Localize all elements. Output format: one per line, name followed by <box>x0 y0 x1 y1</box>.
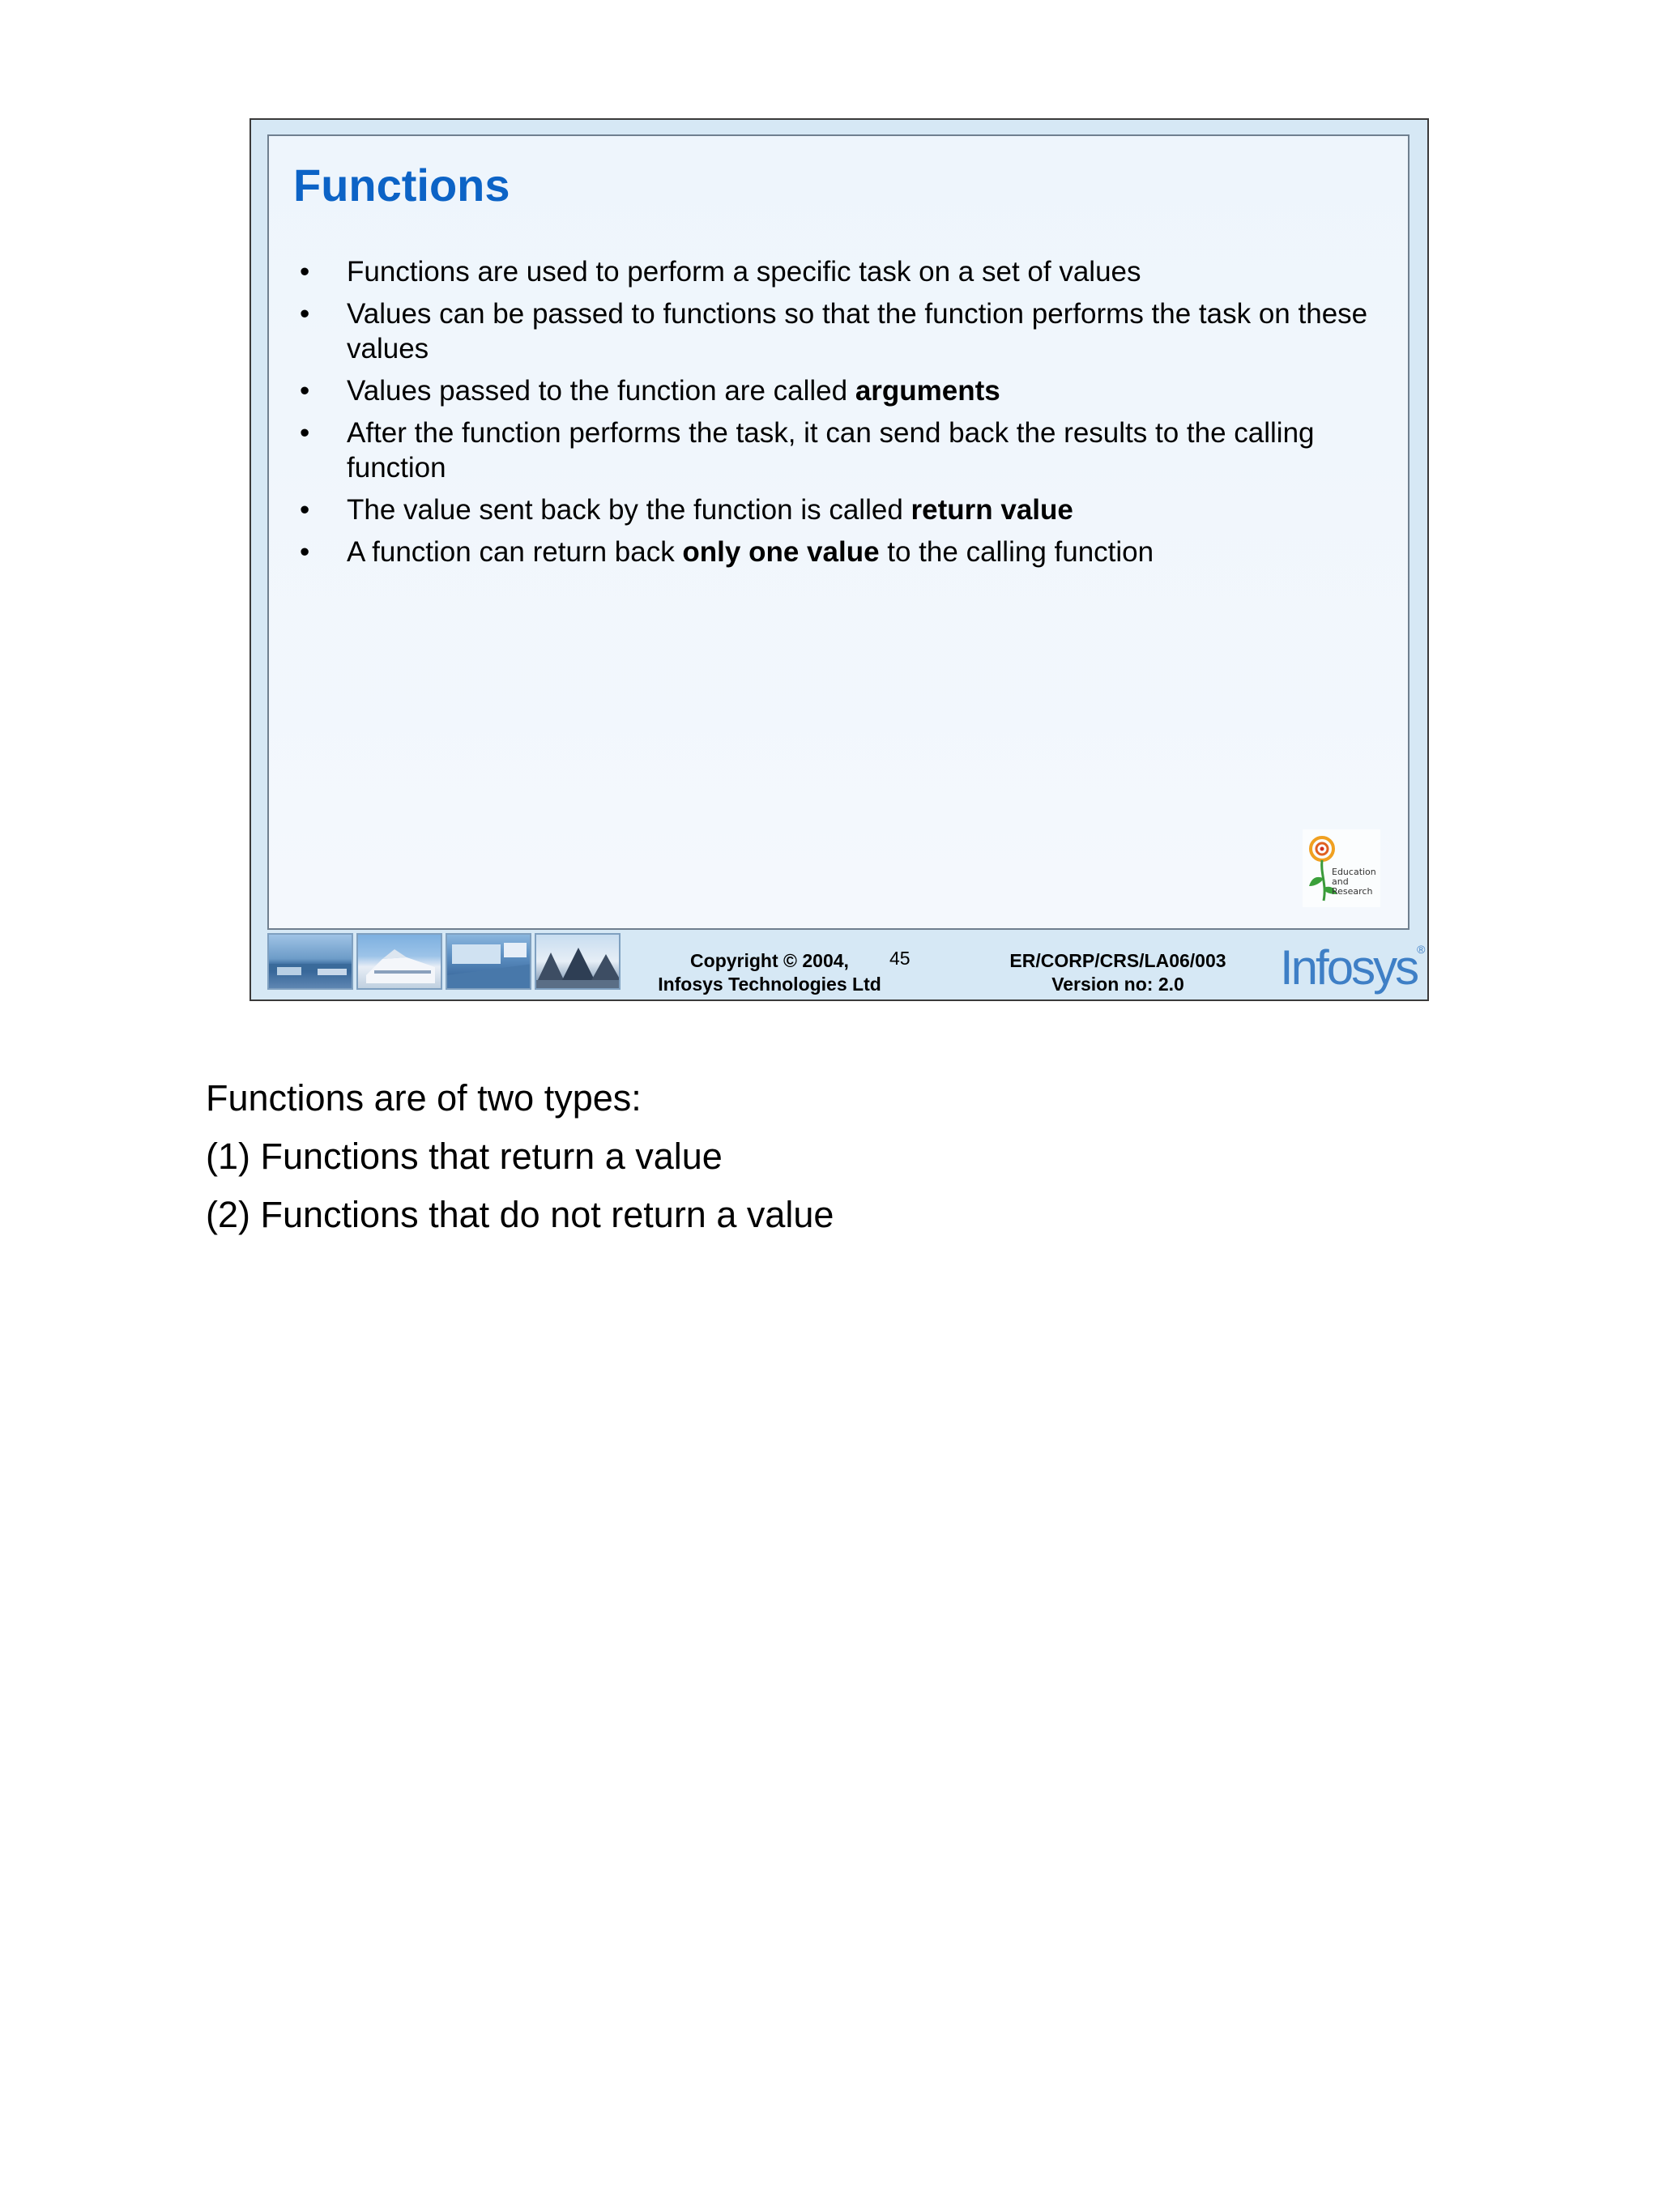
footer-company: Infosys Technologies Ltd <box>658 974 881 995</box>
footer-doc-code: ER/CORP/CRS/LA06/003 <box>1009 950 1226 971</box>
bullet-item <box>293 296 1379 366</box>
footer-copyright <box>643 949 896 996</box>
bullet-bold-term: return value <box>911 494 1073 526</box>
bullet-text: to the calling function <box>879 536 1154 568</box>
campus-photo-3 <box>446 933 531 990</box>
bullet-marker: • <box>300 375 310 407</box>
bullet-marker: • <box>300 494 310 526</box>
er-logo-word-2: and <box>1332 876 1349 887</box>
bullet-item <box>293 373 1379 408</box>
bullet-text: Functions are used to perform a specific task on a set of values <box>347 256 1141 288</box>
infosys-logo-text: Infosys <box>1280 940 1418 995</box>
footer-version: Version no: 2.0 <box>1051 974 1184 995</box>
campus-photo-4 <box>535 933 621 990</box>
page-number: 45 <box>889 948 911 969</box>
footer-doc-info <box>948 949 1288 996</box>
footer-copyright-line: Copyright © 2004, <box>690 950 849 971</box>
campus-photo-2 <box>356 933 442 990</box>
bullet-marker: • <box>300 256 310 288</box>
bullet-item <box>293 492 1379 527</box>
slide-footer <box>251 933 1427 999</box>
bullet-text: Values can be passed to functions so that the function performs the task on these values <box>347 298 1368 364</box>
bullet-item <box>293 254 1379 289</box>
speaker-notes <box>206 1069 1502 1244</box>
slide-title: Functions <box>293 160 510 211</box>
bullet-item <box>293 535 1379 569</box>
notes-line-type-2: (2) Functions that do not return a value <box>206 1194 834 1235</box>
slide <box>249 118 1429 1001</box>
registered-mark: ® <box>1417 943 1426 956</box>
er-logo-word-3: Research <box>1332 886 1373 897</box>
bullet-bold-term: only one value <box>682 536 880 568</box>
bullet-text: Values passed to the function are called <box>347 375 855 407</box>
notes-line-intro: Functions are of two types: <box>206 1077 642 1119</box>
bullet-bold-term: arguments <box>855 375 1000 407</box>
notes-line-type-1: (1) Functions that return a value <box>206 1136 723 1177</box>
campus-photo-1 <box>267 933 353 990</box>
bullet-item <box>293 416 1379 485</box>
education-research-logo <box>1303 829 1380 907</box>
bullet-text: A function can return back <box>347 536 683 568</box>
bullet-marker: • <box>300 417 310 449</box>
infosys-logo <box>1280 941 1425 995</box>
bullet-text: The value sent back by the function is called <box>347 494 911 526</box>
bullet-marker: • <box>300 536 310 568</box>
bullet-marker: • <box>300 298 310 330</box>
bullet-list <box>293 254 1379 577</box>
slide-content-area <box>267 134 1410 930</box>
bullet-text: After the function performs the task, it can send back the results to the calling function <box>347 417 1315 484</box>
er-logo-word-1: Education <box>1332 867 1376 877</box>
education-research-flower-icon <box>1303 829 1380 907</box>
